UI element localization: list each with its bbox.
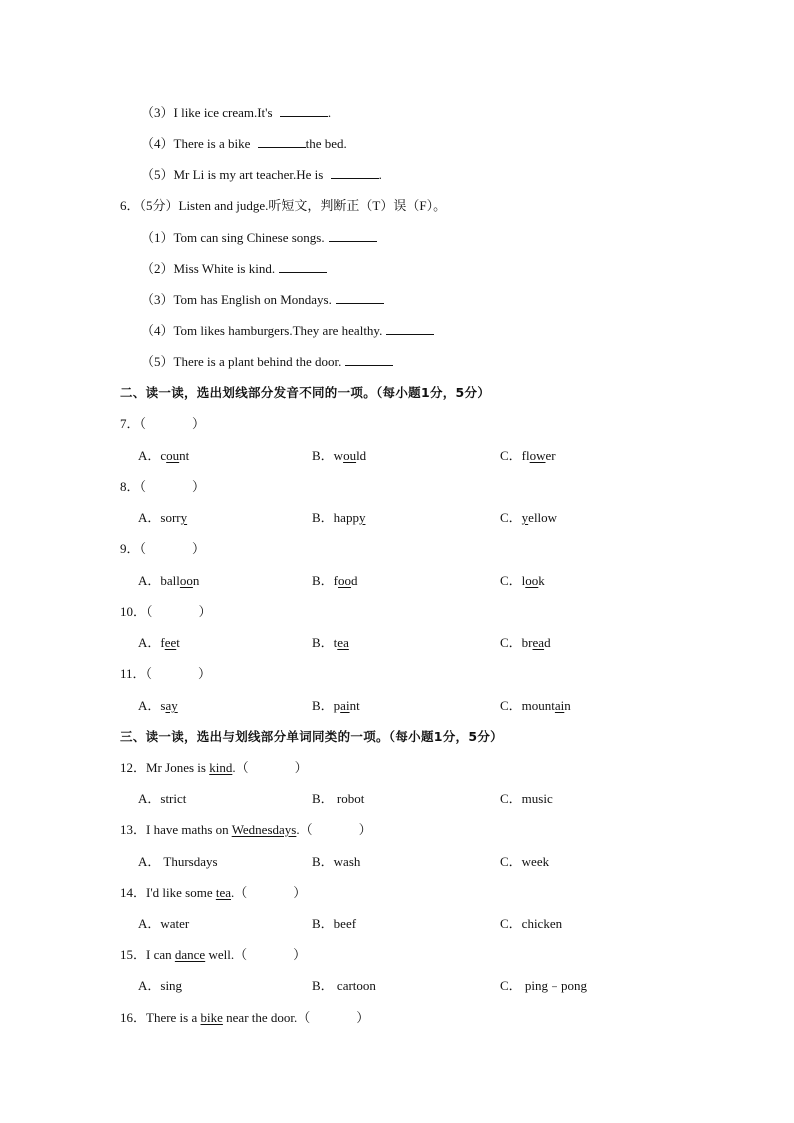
answer-blank[interactable]: [280, 104, 328, 117]
q15-option-b[interactable]: B． cartoon: [312, 978, 376, 993]
q5-item-4-text: （4）There is a bike: [141, 136, 251, 151]
q6-item-1: （1）Tom can sing Chinese songs.: [141, 229, 377, 247]
question-10: 10．（ ）: [120, 604, 212, 619]
q7-option-b[interactable]: B．would: [312, 448, 367, 463]
section-3-title: 三、读一读，选出与划线部分单词同类的一项。（每小题1分，5分）: [120, 729, 503, 744]
section-2-title: 二、读一读，选出划线部分发音不同的一项。（每小题1分，5分）: [120, 385, 491, 400]
q14-option-c[interactable]: C．chicken: [500, 916, 563, 931]
q13-option-b[interactable]: B．wash: [312, 854, 361, 869]
q5-item-3: （3）I like ice cream.It's .: [141, 105, 332, 120]
q12-option-c[interactable]: C．music: [500, 791, 553, 806]
answer-blank[interactable]: [336, 291, 384, 304]
q5-item-3-text: （3）I like ice cream.It's: [141, 105, 273, 120]
question-15: 15．I can dance well.（ ）: [120, 947, 307, 962]
question-14: 14．I'd like some tea.（ ）: [120, 885, 307, 900]
q7-option-c[interactable]: C．flower: [500, 448, 556, 463]
question-11: 11．（ ）: [120, 666, 212, 681]
q6-item-5: （5）There is a plant behind the door.: [141, 353, 393, 371]
q6-title: 6．（5分）Listen and judge.听短文，判断正（T）误（F）。: [120, 198, 447, 213]
question-13: 13．I have maths on Wednesdays.（ ）: [120, 822, 372, 837]
q15-option-c[interactable]: C． ping﹣pong: [500, 978, 588, 993]
q6-item-3: （3）Tom has English on Mondays.: [141, 291, 384, 309]
q14-option-a[interactable]: A．water: [138, 916, 190, 931]
answer-blank[interactable]: [279, 260, 327, 273]
q10-option-b[interactable]: B．tea: [312, 635, 349, 650]
q12-option-b[interactable]: B． robot: [312, 791, 365, 806]
question-12: 12．Mr Jones is kind.（ ）: [120, 760, 308, 775]
question-7: 7．（ ）: [120, 416, 206, 431]
q13-option-a[interactable]: A． Thursdays: [138, 854, 218, 869]
q14-option-b[interactable]: B．beef: [312, 916, 357, 931]
q6-item-2: （2）Miss White is kind.: [141, 260, 327, 278]
q6-item-4: （4）Tom likes hamburgers.They are healthy.: [141, 322, 434, 340]
q9-option-c[interactable]: C．look: [500, 573, 545, 588]
q5-item-4: （4）There is a bike the bed.: [141, 136, 347, 151]
q9-option-b[interactable]: B．food: [312, 573, 358, 588]
q12-option-a[interactable]: A．strict: [138, 791, 187, 806]
q9-option-a[interactable]: A．balloon: [138, 573, 200, 588]
answer-blank[interactable]: [345, 353, 393, 366]
question-16: 16．There is a bike near the door.（ ）: [120, 1010, 370, 1025]
q13-option-c[interactable]: C．week: [500, 854, 550, 869]
question-9: 9．（ ）: [120, 541, 206, 556]
question-8: 8．（ ）: [120, 479, 206, 494]
q8-option-b[interactable]: B．happy: [312, 510, 366, 525]
q10-option-a[interactable]: A．feet: [138, 635, 180, 650]
q8-option-a[interactable]: A．sorry: [138, 510, 188, 525]
q10-option-c[interactable]: C．bread: [500, 635, 551, 650]
q11-option-c[interactable]: C．mountain: [500, 698, 571, 713]
q11-option-a[interactable]: A．say: [138, 698, 178, 713]
answer-blank[interactable]: [386, 322, 434, 335]
q8-option-c[interactable]: C．yellow: [500, 510, 558, 525]
q11-option-b[interactable]: B．paint: [312, 698, 360, 713]
q7-option-a[interactable]: A．count: [138, 448, 190, 463]
answer-blank[interactable]: [258, 135, 306, 148]
q15-option-a[interactable]: A．sing: [138, 978, 183, 993]
q5-item-5-text: （5）Mr Li is my art teacher.He is: [141, 167, 324, 182]
answer-blank[interactable]: [331, 166, 379, 179]
q5-item-5: （5）Mr Li is my art teacher.He is .: [141, 167, 382, 182]
answer-blank[interactable]: [329, 229, 377, 242]
